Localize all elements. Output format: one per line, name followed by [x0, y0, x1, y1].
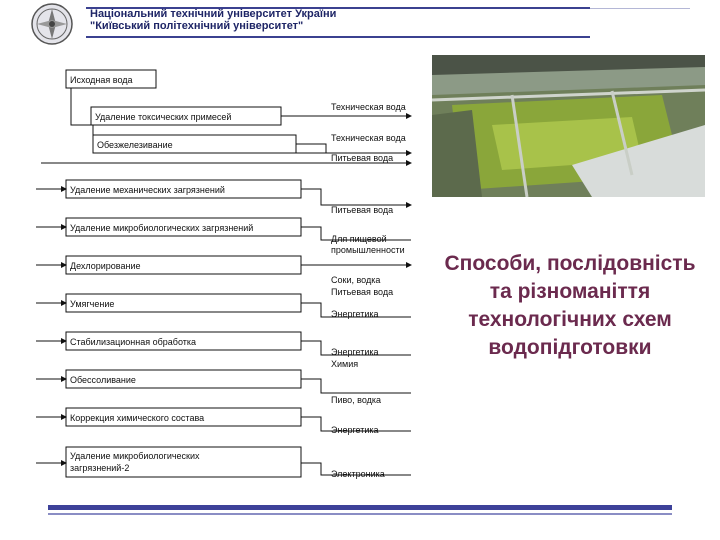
output-label: Для пищевой	[331, 234, 387, 244]
university-emblem	[28, 2, 76, 46]
step-label: Стабилизационная обработка	[70, 337, 197, 347]
step-label: Обессоливание	[70, 375, 136, 385]
step-label: загрязнений-2	[70, 463, 130, 473]
footer-line-thin	[48, 513, 672, 515]
slide-title	[420, 250, 720, 362]
output-label: Химия	[331, 359, 359, 369]
source-label: Исходная вода	[70, 75, 133, 85]
output-label: Техническая вода	[331, 102, 406, 112]
output-label: Электроника	[331, 469, 385, 479]
water-treatment-photo	[432, 55, 705, 197]
step-label: Удаление токсических примесей	[95, 112, 232, 122]
treatment-scheme-diagram	[21, 55, 430, 502]
step-label: Обезжелезивание	[97, 140, 173, 150]
step-label: Удаление микробиологических загрязнений	[70, 223, 254, 233]
header-line-thin	[590, 8, 690, 9]
footer-line	[48, 505, 672, 510]
step-label: Удаление механических загрязнений	[70, 185, 225, 195]
university-name	[90, 8, 336, 32]
output-label: Энергетика	[331, 425, 379, 435]
output-label: Пиво, водка	[331, 395, 382, 405]
slide-title-line2: та різноманіття	[489, 280, 651, 303]
step-label: Дехлорирование	[70, 261, 141, 271]
slide-title-line1: Способи, послідовність	[444, 252, 696, 275]
output-label: промышленности	[331, 245, 405, 255]
output-label: Соки, водка	[331, 275, 381, 285]
scheme-svg	[21, 55, 430, 502]
output-label: Энергетика	[331, 309, 379, 319]
header-line-bottom	[86, 36, 590, 38]
output-label: Питьевая вода	[331, 287, 394, 297]
output-label: Энергетика	[331, 347, 379, 357]
output-label: Техническая вода	[331, 133, 406, 143]
slide-title-line4: водопідготовки	[488, 336, 652, 359]
university-name-line2: "Київський політехнічний університет"	[90, 20, 304, 32]
slide-title-line3: технологічних схем	[468, 308, 672, 331]
output-label: Питьевая вода	[331, 205, 394, 215]
step-label: Коррекция химического состава	[70, 413, 205, 423]
step-label: Умягчение	[70, 299, 115, 309]
output-label: Питьевая вода	[331, 153, 394, 163]
university-name-line1: Національний технічний університет України	[90, 8, 337, 20]
step-label: Удаление микробиологических	[70, 451, 200, 461]
